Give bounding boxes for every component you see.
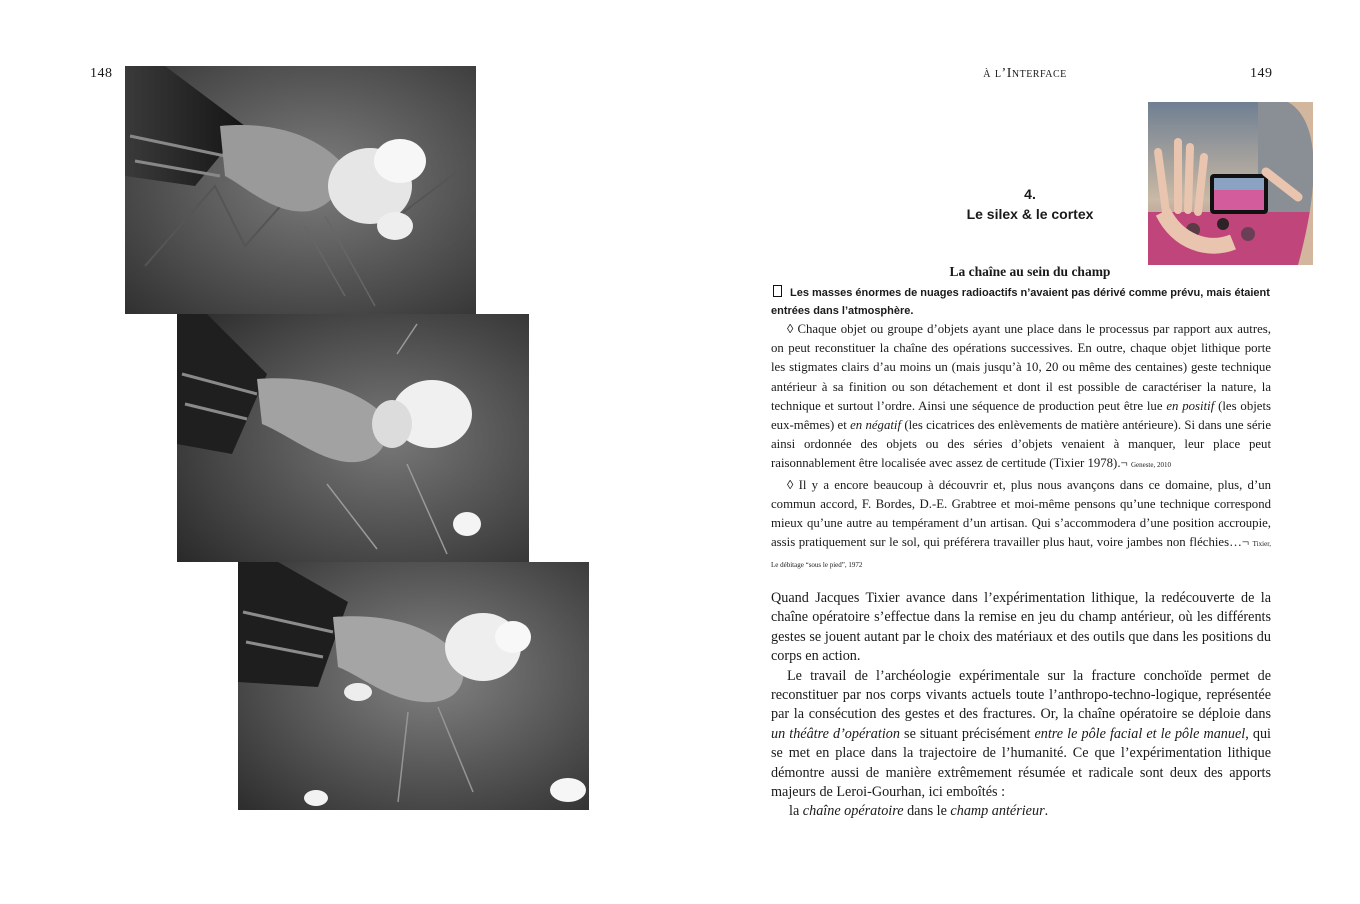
concert-phone-photo [1148,102,1313,265]
chapter-number: 4. [1024,186,1036,202]
main-text [771,589,1271,822]
flint-knapping-photo-1 [125,66,476,314]
flint-knapping-photo-3 [238,562,589,810]
citation-geneste: Geneste, 2010 [1130,461,1171,470]
closing-line: la chaîne opératoire dans le champ antérieur. [789,803,1049,820]
section-title: La chaîne au sein du champ [949,264,1111,279]
flint-knapping-photo-2 [177,314,529,562]
quoted-passages [771,320,1271,576]
citation-tixier: Tixier, Le débitage “sous le pied”, 1972 [771,540,1271,570]
chapter-title: Le silex & le cortex [966,206,1094,222]
left-page-number: 148 [90,66,113,81]
paragraph-archaeology: Le travail de l’archéologie expérimentale sur la fracture conchoïde permet de reconstituer par nos corps vivants actuels toute l’anthropo-techno-logique, représentée par la consécution des gestes et des fractures. Or, la chaîne opératoire se déploie dans un théâtre d’opération se situant précisément entre le pôle facial et le pôle manuel, qui se met en place dans la trajectoire de l’humanité. Ce que l’expérimentation lithique démontre aussi de manière extrêmement résumée et radicale sont deux des apports majeurs de Leroi-Gourhan, ici emboîtés : [771,667,1271,801]
right-page-number: 149 [1250,66,1273,81]
running-head: à l’Interface [983,66,1067,81]
square-bullet-icon [773,285,782,297]
epigraph: Les masses énormes de nuages radioactifs n’avaient pas dérivé comme prévu, mais étaient entrées dans l’atmosphère. [771,287,1270,317]
paragraph-tixier-commentary: Quand Jacques Tixier avance dans l’expérimentation lithique, la redécouverte de la chaîne opératoire s’effectue dans la remise en jeu du champ antérieur, où les différents gestes se jouent autant par le choix des matériaux et des outils que dans les positions du corps en action. [771,590,1271,665]
paragraph-tixier: ◊ Il y a encore beaucoup à découvrir et, plus nous avançons dans ce domaine, plus, d’un commun accord, F. Bordes, D.-E. Grabtree et moi-même pensons qu’une technique correspond mieux qu’une autre au tempérament d’un artisan. Qui s’accommodera d’une position accroupie, assis pratiquement sur le sol, qui préférera travailler plus haut, voire jambes non fléchies…¬ Tixier, Le débitage “sous le pied”, 1972 [771,477,1271,570]
paragraph-geneste: ◊ Chaque objet ou groupe d’objets ayant une place dans le processus par rapport aux autres, on peut reconstituer la chaîne des opérations successives. En outre, chaque objet lithique porte les stigmates clairs d’au moins un (mais jusqu’à 10, 20 ou même des centaines) geste technique antérieur à sa finition ou son détachement et dont il est possible de caractériser la nature, la technique et surtout l’ordre. Ainsi une séquence de production peut être lue en positif (les objets eux-mêmes) et en négatif (les cicatrices des enlèvements de matière antérieure). Si dans une série ainsi ordonnée des objets ou des séries d’objets venaient à manquer, leur place peut raisonnablement être localisée avec assez de certitude (Tixier 1978).¬ Geneste, 2010 [771,322,1271,471]
